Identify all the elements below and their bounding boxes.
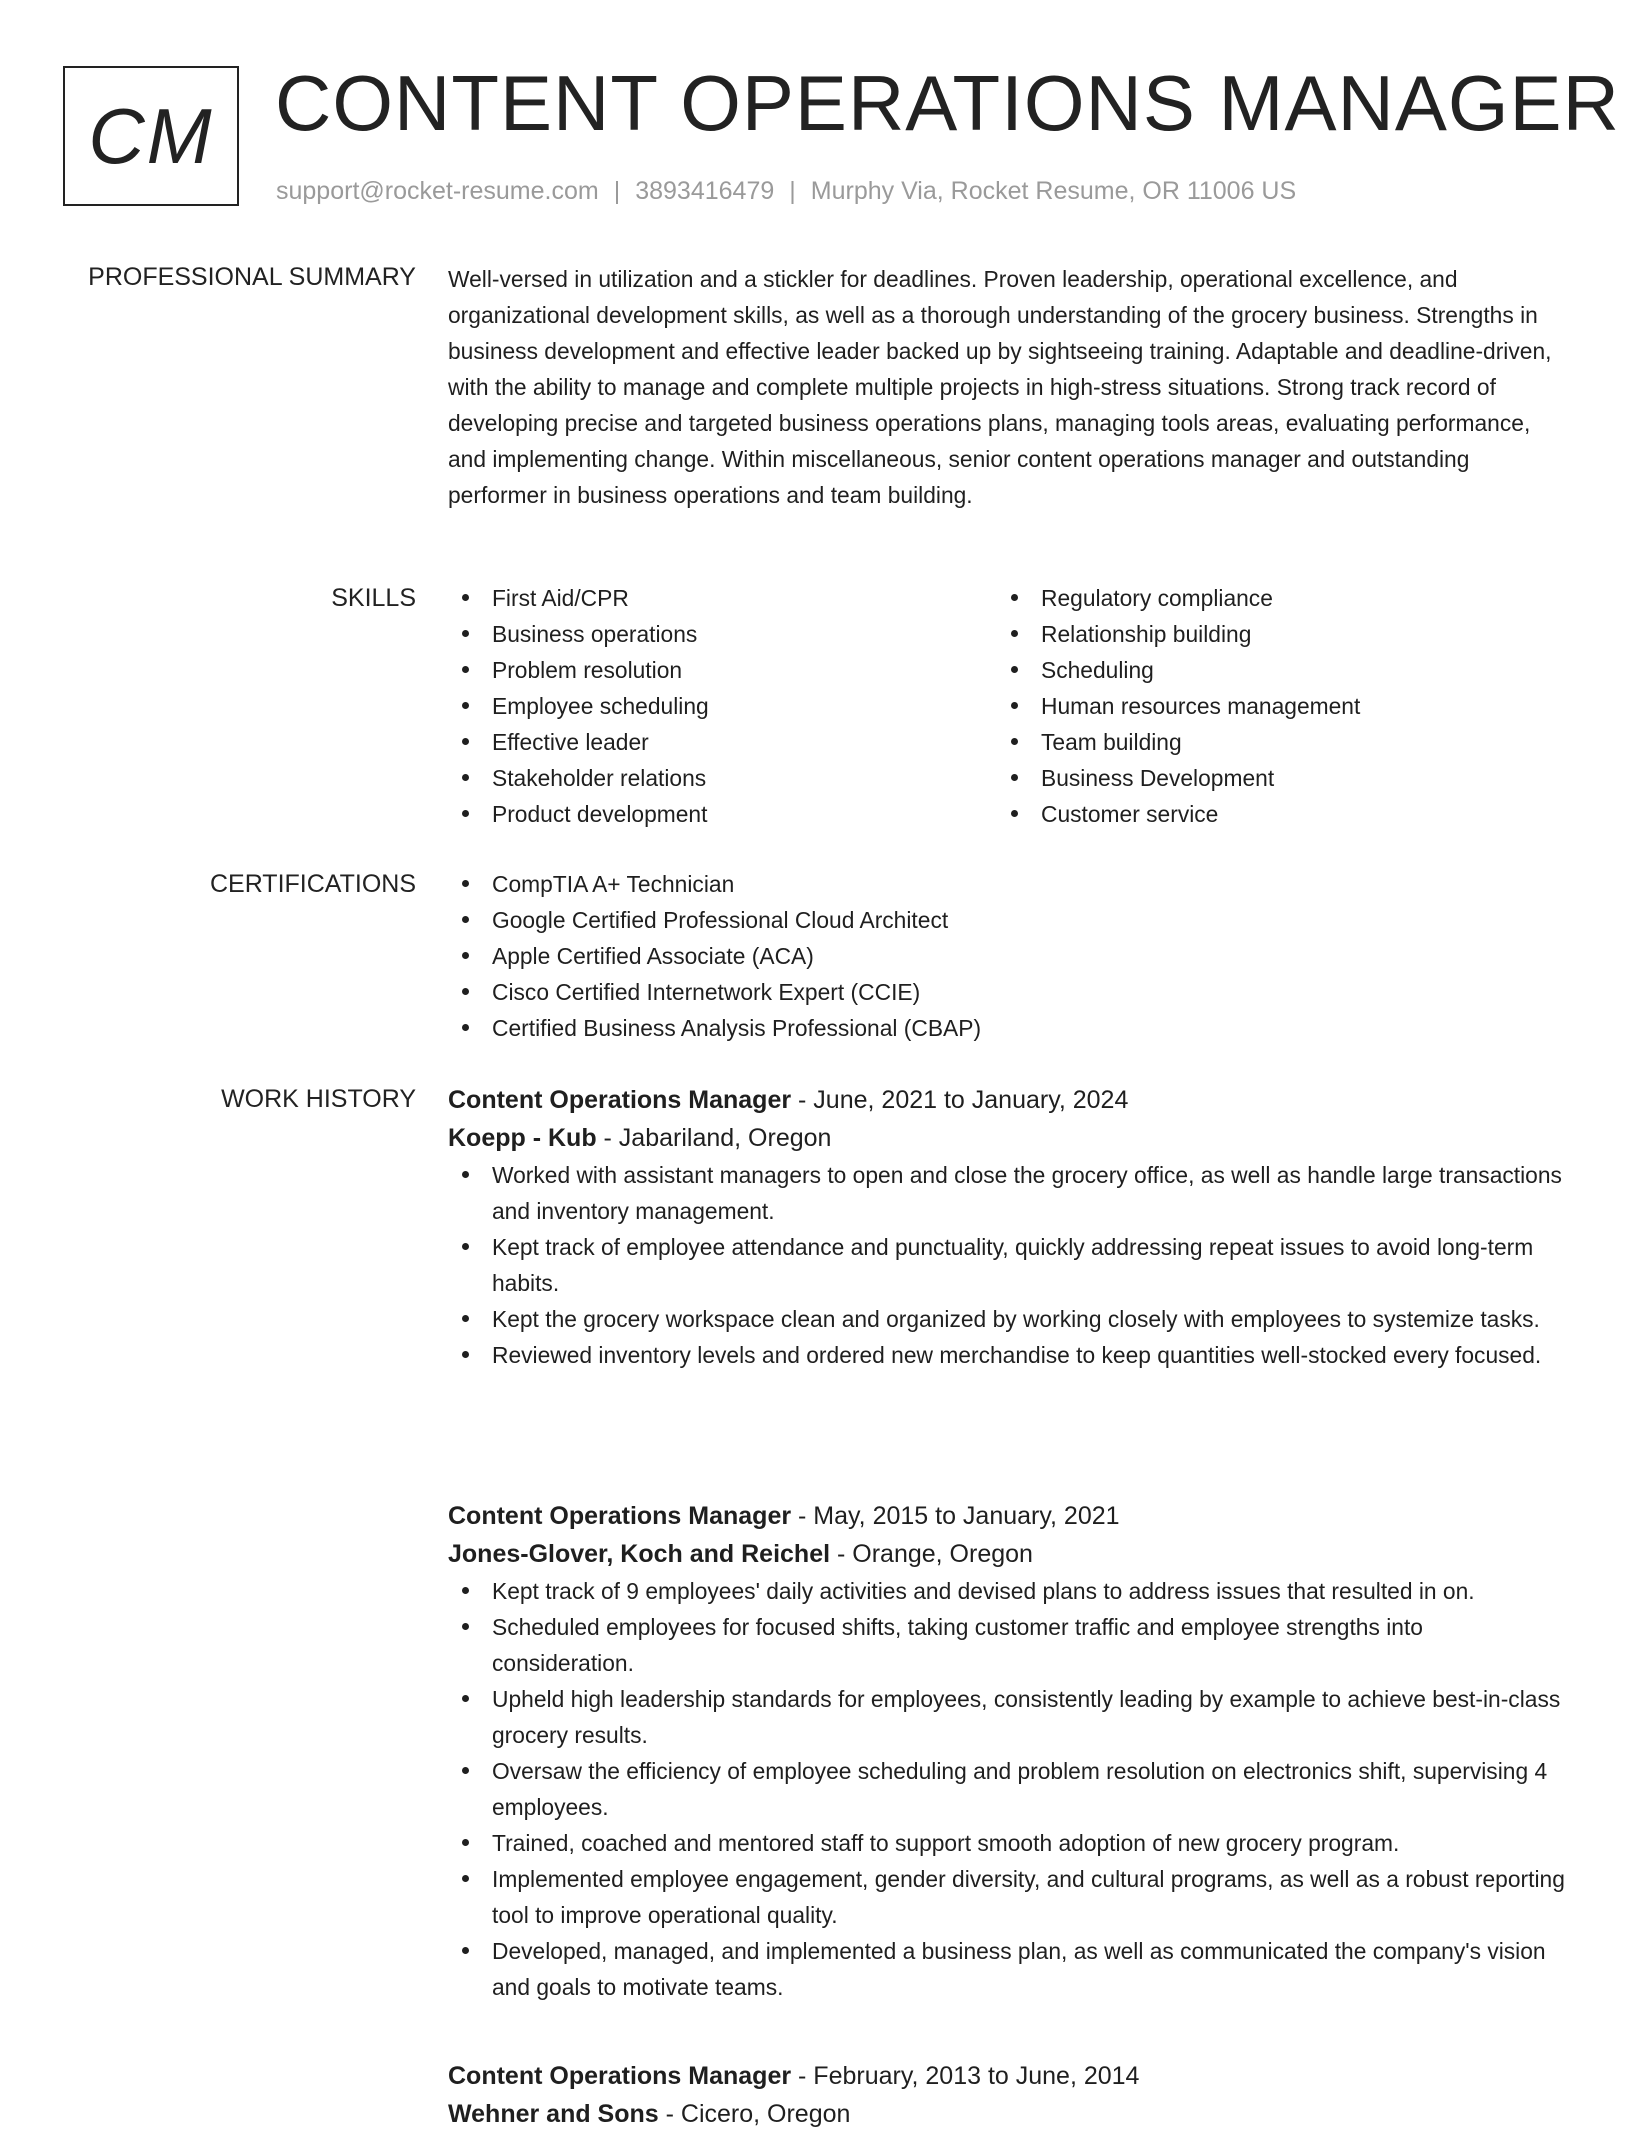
contact-line — [276, 176, 1296, 206]
job-dates: - June, 2021 to January, 2024 — [791, 1086, 1129, 1114]
job-company-line — [448, 1119, 1568, 1157]
job-title-line — [448, 2057, 1568, 2095]
skills-column-left — [448, 580, 988, 832]
job-bullet: Scheduled employees for focused shifts, taking customer traffic and employee strengths into consideration. — [448, 1609, 1568, 1681]
skill-item: Customer service — [997, 796, 1557, 832]
skills-column-right — [997, 580, 1557, 832]
job-title: Content Operations Manager — [448, 1086, 792, 1114]
skill-item: First Aid/CPR — [448, 580, 988, 616]
job-bullet: Kept the grocery workspace clean and organized by working closely with employees to systemize tasks. — [448, 1301, 1568, 1337]
skill-item: Team building — [997, 724, 1557, 760]
contact-address: Murphy Via, Rocket Resume, OR 11006 US — [810, 177, 1297, 205]
skill-item: Stakeholder relations — [448, 760, 988, 796]
job-title-line — [448, 1081, 1568, 1119]
job-entry — [448, 2057, 1568, 2133]
certification-item: Google Certified Professional Cloud Architect — [448, 902, 1568, 938]
skill-item: Employee scheduling — [448, 688, 988, 724]
skill-item: Scheduling — [997, 652, 1557, 688]
skill-item: Problem resolution — [448, 652, 988, 688]
job-bullet: Kept track of employee attendance and punctuality, quickly addressing repeat issues to avoid long-term habits. — [448, 1229, 1568, 1301]
certification-item: Cisco Certified Internetwork Expert (CCIE) — [448, 974, 1568, 1010]
job-bullets — [448, 1157, 1568, 1373]
skill-item: Relationship building — [997, 616, 1557, 652]
work-history-heading: WORK HISTORY — [221, 1085, 416, 1113]
job-company: Jones-Glover, Koch and Reichel — [448, 1540, 831, 1568]
contact-email[interactable]: support@rocket-resume.com — [276, 177, 599, 205]
job-company-line — [448, 1535, 1568, 1573]
contact-separator: | — [789, 177, 796, 205]
certifications-list — [448, 866, 1568, 1046]
skill-item: Human resources management — [997, 688, 1557, 724]
skill-item: Regulatory compliance — [997, 580, 1557, 616]
certifications-heading: CERTIFICATIONS — [209, 870, 416, 898]
job-bullet: Trained, coached and mentored staff to support smooth adoption of new grocery program. — [448, 1825, 1568, 1861]
skill-item: Business operations — [448, 616, 988, 652]
certifications-list-wrap — [448, 866, 1568, 1046]
skill-item: Business Development — [997, 760, 1557, 796]
job-bullet: Kept track of 9 employees' daily activities and devised plans to address issues that resulted in on. — [448, 1573, 1568, 1609]
job-bullet: Oversaw the efficiency of employee scheduling and problem resolution on electronics shift, supervising 4 employees. — [448, 1753, 1568, 1825]
certification-item: Certified Business Analysis Professional (CBAP) — [448, 1010, 1568, 1046]
job-bullet: Upheld high leadership standards for employees, consistently leading by example to achieve best-in-class grocery results. — [448, 1681, 1568, 1753]
job-entry — [448, 1497, 1568, 2005]
job-location: - Jabariland, Oregon — [596, 1124, 832, 1152]
certification-item: Apple Certified Associate (ACA) — [448, 938, 1568, 974]
job-dates: - February, 2013 to June, 2014 — [791, 2062, 1140, 2090]
summary-text: Well-versed in utilization and a stickler for deadlines. Proven leadership, operational excellence, and organizational development skills, as well as a thorough understanding of the grocery business. Strengths in business development and effective leader backed up by sightseeing training. Adaptable and deadline-driven, with the ability to manage and complete multiple projects in high-stress situations. Strong track record of developing precise and targeted business operations plans, managing tools areas, evaluating performance, and implementing change. Within miscellaneous, senior content operations manager and outstanding performer in business operations and team building. — [448, 266, 1552, 508]
job-entry — [448, 1081, 1568, 1373]
job-bullets — [448, 1573, 1568, 2005]
job-company-line — [448, 2095, 1568, 2133]
skill-item: Effective leader — [448, 724, 988, 760]
monogram: CM — [63, 66, 239, 206]
skills-heading: SKILLS — [331, 584, 416, 612]
contact-phone: 3893416479 — [635, 177, 775, 205]
job-company: Wehner and Sons — [448, 2100, 659, 2128]
job-company: Koepp - Kub — [448, 1124, 597, 1152]
job-bullet: Developed, managed, and implemented a business plan, as well as communicated the company's vision and goals to motivate teams. — [448, 1933, 1568, 2005]
job-bullet: Reviewed inventory levels and ordered new merchandise to keep quantities well-stocked every focused. — [448, 1337, 1568, 1373]
skill-item: Product development — [448, 796, 988, 832]
job-title: Content Operations Manager — [448, 2062, 792, 2090]
job-title: Content Operations Manager — [448, 1502, 792, 1530]
job-bullet: Worked with assistant managers to open and close the grocery office, as well as handle large transactions and inventory management. — [448, 1157, 1568, 1229]
job-dates: - May, 2015 to January, 2021 — [791, 1502, 1120, 1530]
job-location: - Cicero, Oregon — [658, 2100, 851, 2128]
resume-title: CONTENT OPERATIONS MANAGER — [275, 59, 1620, 147]
summary-heading: PROFESSIONAL SUMMARY — [88, 263, 416, 291]
job-title-line — [448, 1497, 1568, 1535]
job-bullet: Implemented employee engagement, gender diversity, and cultural programs, as well as a robust reporting tool to improve operational quality. — [448, 1861, 1568, 1933]
job-location: - Orange, Oregon — [830, 1540, 1033, 1568]
certification-item: CompTIA A+ Technician — [448, 866, 1568, 902]
contact-separator: | — [613, 177, 621, 205]
